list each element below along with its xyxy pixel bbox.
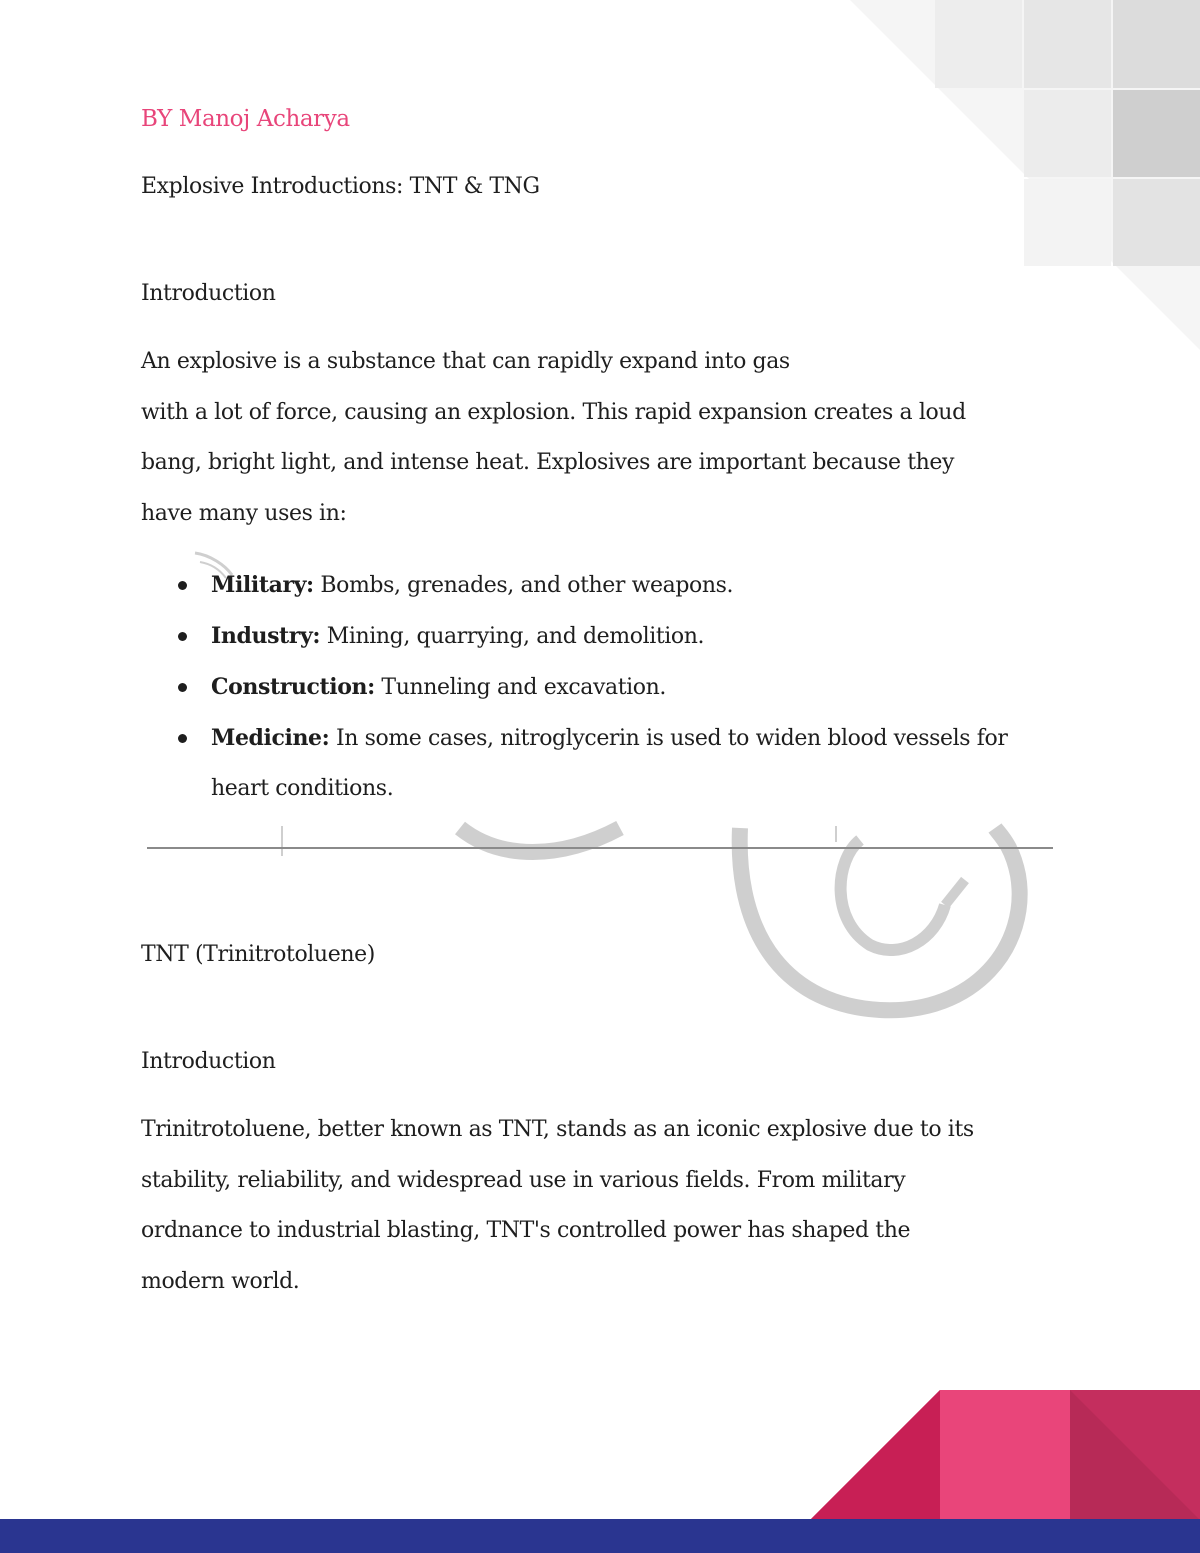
list-item-text: Bombs, grenades, and other weapons. (313, 573, 734, 598)
list-item-continuation: heart conditions. (211, 776, 394, 801)
intro-paragraph (141, 337, 1061, 539)
paragraph-line: modern world. (141, 1268, 300, 1294)
horizontal-divider (147, 847, 1053, 849)
section-heading-introduction: Introduction (141, 281, 276, 306)
list-item (211, 560, 1071, 611)
uses-list (211, 560, 1071, 814)
list-item-text: Mining, quarrying, and demolition. (320, 624, 705, 649)
paragraph-line: Trinitrotoluene, better known as TNT, stands as an iconic explosive due to its (141, 1117, 974, 1142)
section-heading-introduction: Introduction (141, 1049, 276, 1074)
list-item-term: Military: (211, 572, 314, 598)
tnt-paragraph (141, 1105, 1061, 1307)
list-item (211, 611, 1071, 662)
paragraph-line: have many uses in: (141, 500, 347, 526)
footer-bar (0, 1519, 1200, 1553)
paragraph-line: bang, bright light, and intense heat. Explosives are important because they (141, 450, 955, 475)
list-item-term: Construction: (211, 674, 375, 700)
corner-pink-decoration (810, 1390, 1200, 1520)
paragraph-line: ordnance to industrial blasting, TNT's controlled power has shaped the (141, 1218, 911, 1243)
paragraph-line: An explosive is a substance that can rapidly expand into gas (141, 349, 790, 374)
paragraph-line: with a lot of force, causing an explosion. This rapid expansion creates a loud (141, 399, 966, 425)
author-line: BY Manoj Acharya (141, 106, 350, 132)
document-title: Explosive Introductions: TNT & TNG (141, 174, 540, 199)
list-item-term: Industry: (211, 623, 321, 649)
list-item-term: Medicine: (211, 725, 330, 751)
list-item-text: Tunneling and excavation. (374, 675, 666, 700)
bullet-icon (178, 632, 187, 641)
bullet-icon (178, 734, 187, 743)
corner-grid-decoration (850, 0, 1200, 350)
section-title-tnt: TNT (Trinitrotoluene) (141, 942, 375, 967)
bullet-icon (178, 683, 187, 692)
paragraph-line: stability, reliability, and widespread use in various fields. From military (141, 1167, 906, 1193)
list-item-text: In some cases, nitroglycerin is used to widen blood vessels for (329, 726, 1008, 751)
bullet-icon (178, 581, 187, 590)
list-item (211, 713, 1071, 814)
list-item (211, 662, 1071, 713)
